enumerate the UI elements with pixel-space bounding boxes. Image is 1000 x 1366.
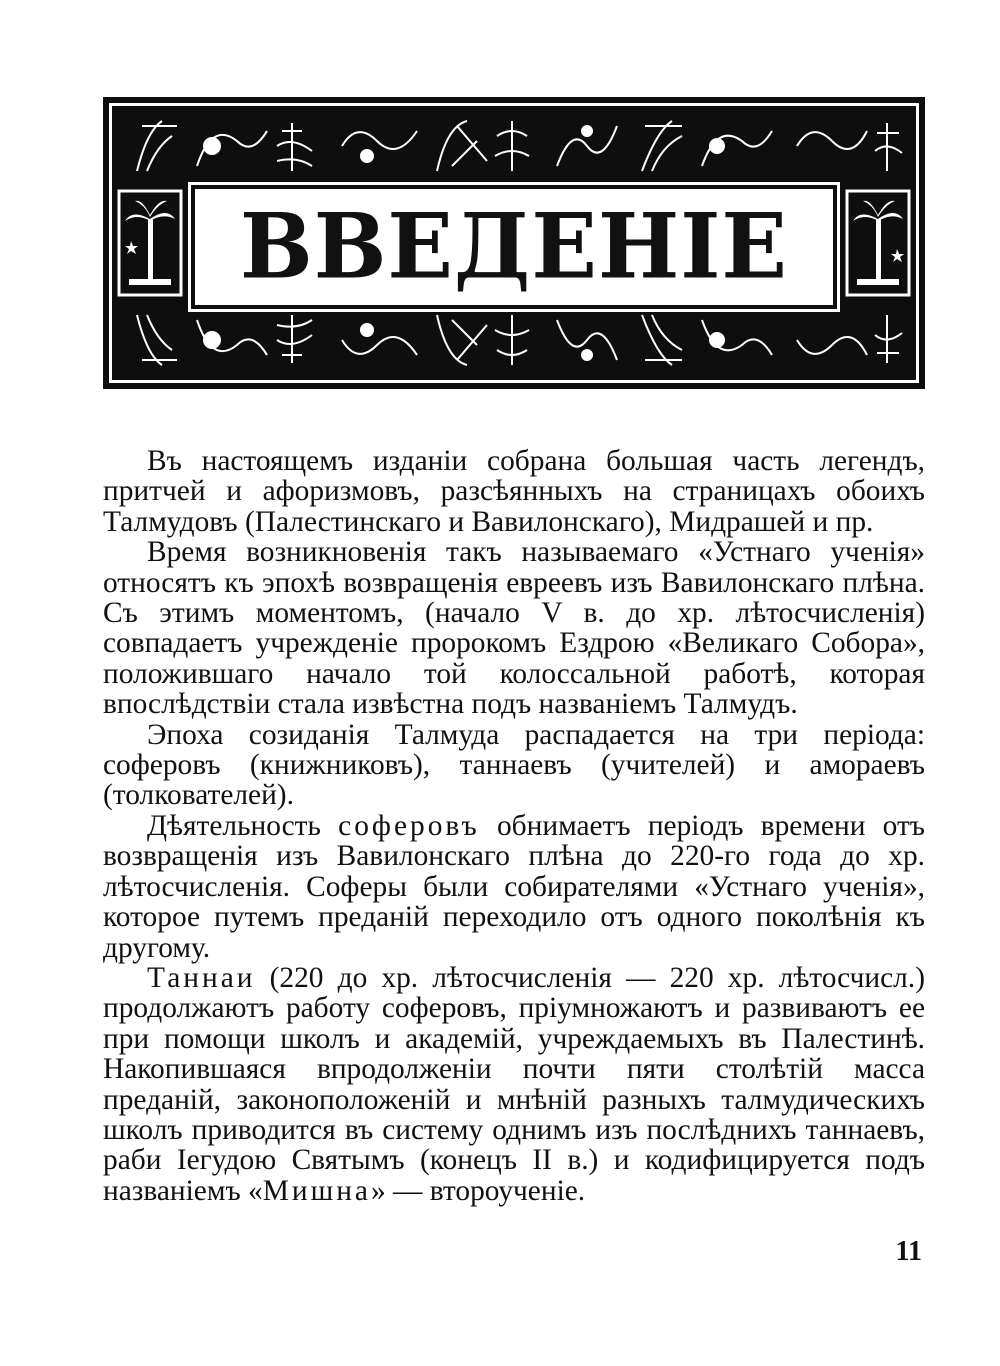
page-title: ВВЕДЕНІЕ [240,193,788,300]
paragraph-4 [103,811,925,963]
palm-tree-icon-right [845,189,911,297]
paragraph-4-pre: Дѣятельность [147,809,339,842]
paragraph-4-post: обнимаетъ періодъ времени отъ возвращенія изъ Вавилонскаго плѣна до 220-го года до хр. лѣтосчисленія. Соферы были собирателями «Устнаго ученія», которое путемъ преданій переходило отъ одного поколѣнія къ другому. [103,809,925,964]
page-number: 11 [895,1236,922,1267]
emphasis-mishna: Мишна [262,1174,371,1207]
paragraph-5 [103,963,925,1206]
paragraph-5-post: » — второученіе. [370,1174,586,1207]
paragraph-2: Время возникновенія такъ называемаго «Устнаго ученія» относятъ къ эпохѣ возвращенія евреевъ изъ Вавилонскаго плѣна. Съ этимъ моментомъ, (начало V в. до хр. лѣтосчисленія) совпадаетъ учрежденіе пророкомъ Ездрою «Великаго Собора», положившаго начало той колоссальной работѣ, которая впослѣдствіи стала извѣстна подъ названіемъ Талмудъ. [103,536,925,721]
floral-border-ornament-bottom [117,305,911,375]
body-text [103,446,925,1206]
paragraph-3: Эпоха созиданія Талмуда распадается на три періода: соферовъ (книжниковъ), таннаевъ (учителей) и амораевъ (толкователей). [103,718,925,812]
floral-border-ornament-top [117,111,911,181]
title-banner [103,97,925,389]
paragraph-1: Въ настоящемъ изданіи собрана большая часть легендъ, притчей и афоризмовъ, разсѣянныхъ на страницахъ обоихъ Талмудовъ (Палестинскаго и Вавилонскаго), Мидрашей и пр. [103,445,925,538]
paragraph-5-mid: (220 до хр. лѣтосчисленія — 220 хр. лѣтосчисл.) продолжаютъ работу соферовъ, пріумножаютъ и развиваютъ ее при помощи школъ и академій, учреждаемыхъ въ Палестинѣ. Накопившаяся впродолженіи почти пяти столѣтій масса преданій, законоположеній и мнѣній разныхъ талмудическихъ школъ приводится въ систему однимъ изъ послѣднихъ таннаевъ, раби Іегудою Святымъ (конецъ II в.) и кодифицируется подъ названіемъ « [103,961,925,1207]
emphasis-soferov: соферовъ [338,809,480,842]
palm-tree-icon-left [117,189,183,297]
title-box [191,185,837,309]
emphasis-tannai: Таннаи [147,961,256,994]
